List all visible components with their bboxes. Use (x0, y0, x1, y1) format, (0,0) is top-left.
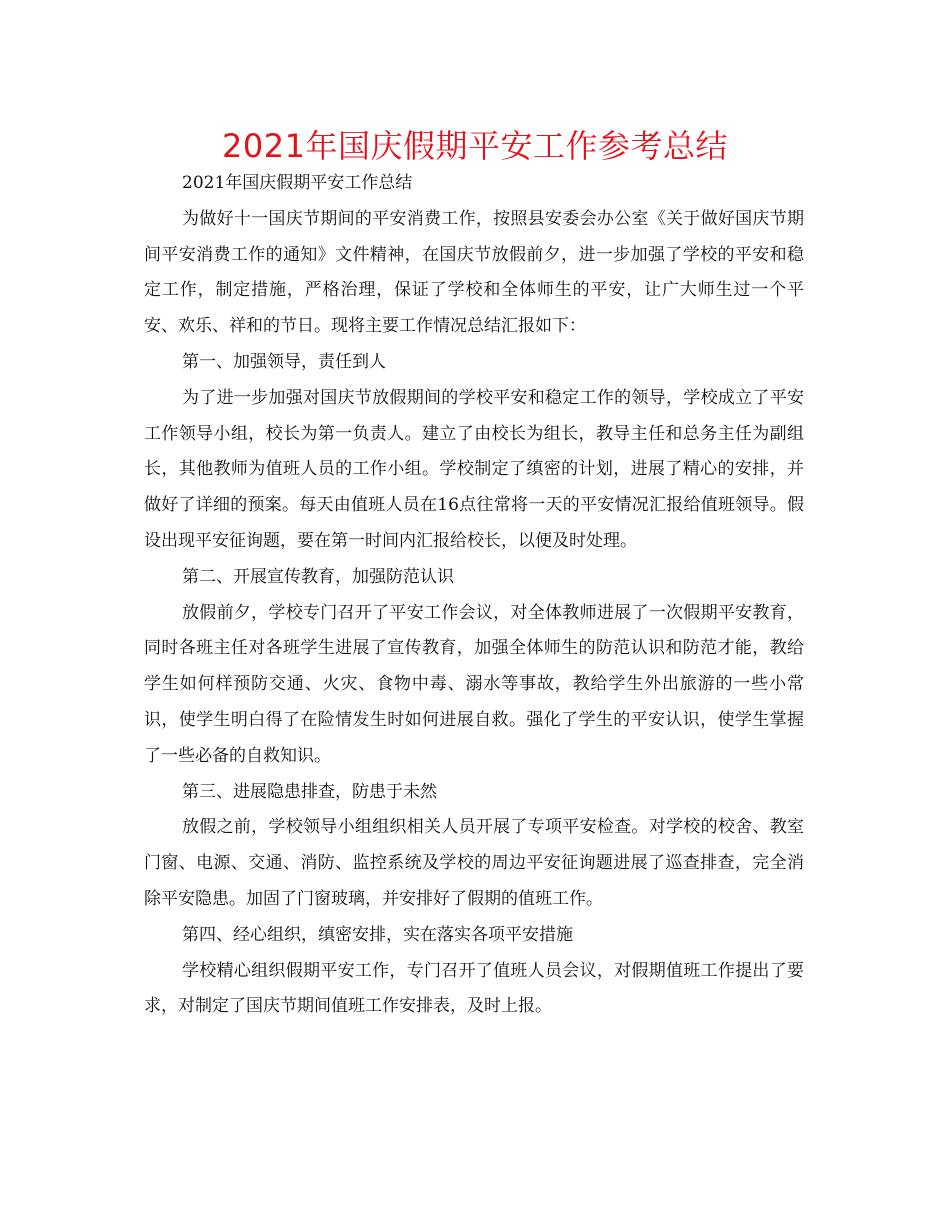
section-heading-3: 第三、进展隐患排查，防患于未然 (182, 781, 437, 802)
paragraph-section-4: 学校精心组织假期平安工作，专门召开了值班人员会议，对假期值班工作提出了要求，对制定了国庆节期间值班工作安排表，及时上报。 (144, 960, 804, 1017)
section-heading-2: 第二、开展宣传教育，加强防范认识 (182, 566, 454, 587)
paragraph-section-2: 放假前夕，学校专门召开了平安工作会议，对全体教师进展了一次假期平安教育，同时各班主任对各班学生进展了宣传教育，加强全体师生的防范认识和防范才能，教给学生如何样预防交通、火灾、食物中毒、溺水等事故，教给学生外出旅游的一些小常识，使学生明白得了在险情发生时如何进展自救。强化了学生的平安认识，使学生掌握了一些必备的自救知识。 (144, 602, 804, 766)
paragraph-section-3: 放假之前，学校领导小组组织相关人员开展了专项平安检查。对学校的校舍、教室门窗、电源、交通、消防、监控系统及学校的周边平安征询题进展了巡查排查，完全消除平安隐患。加固了门窗玻璃，并安排好了假期的值班工作。 (144, 817, 804, 909)
document-title: 2021年国庆假期平安工作参考总结 (222, 127, 728, 165)
paragraph-subtitle: 2021年国庆假期平安工作总结 (182, 173, 413, 193)
section-heading-4: 第四、经心组织，缜密安排，实在落实各项平安措施 (182, 924, 573, 945)
paragraph-section-1: 为了进一步加强对国庆节放假期间的学校平安和稳定工作的领导，学校成立了平安工作领导小组，校长为第一负责人。建立了由校长为组长，教导主任和总务主任为副组长，其他教师为值班人员的工作小组。学校制定了缜密的计划，进展了精心的安排，并做好了详细的预案。每天由值班人员在16点往常将一天的平安情况汇报给值班领导。假设出现平安征询题，要在第一时间内汇报给校长，以便及时处理。 (144, 387, 804, 551)
document-body (144, 166, 804, 1025)
section-heading-1: 第一、加强领导，责任到人 (182, 351, 386, 372)
paragraph-intro: 为做好十一国庆节期间的平安消费工作，按照县安委会办公室《关于做好国庆节期间平安消费工作的通知》文件精神，在国庆节放假前夕，进一步加强了学校的平安和稳定工作，制定措施，严格治理，保证了学校和全体师生的平安，让广大师生过一个平安、欢乐、祥和的节日。现将主要工作情况总结汇报如下： (144, 208, 804, 337)
